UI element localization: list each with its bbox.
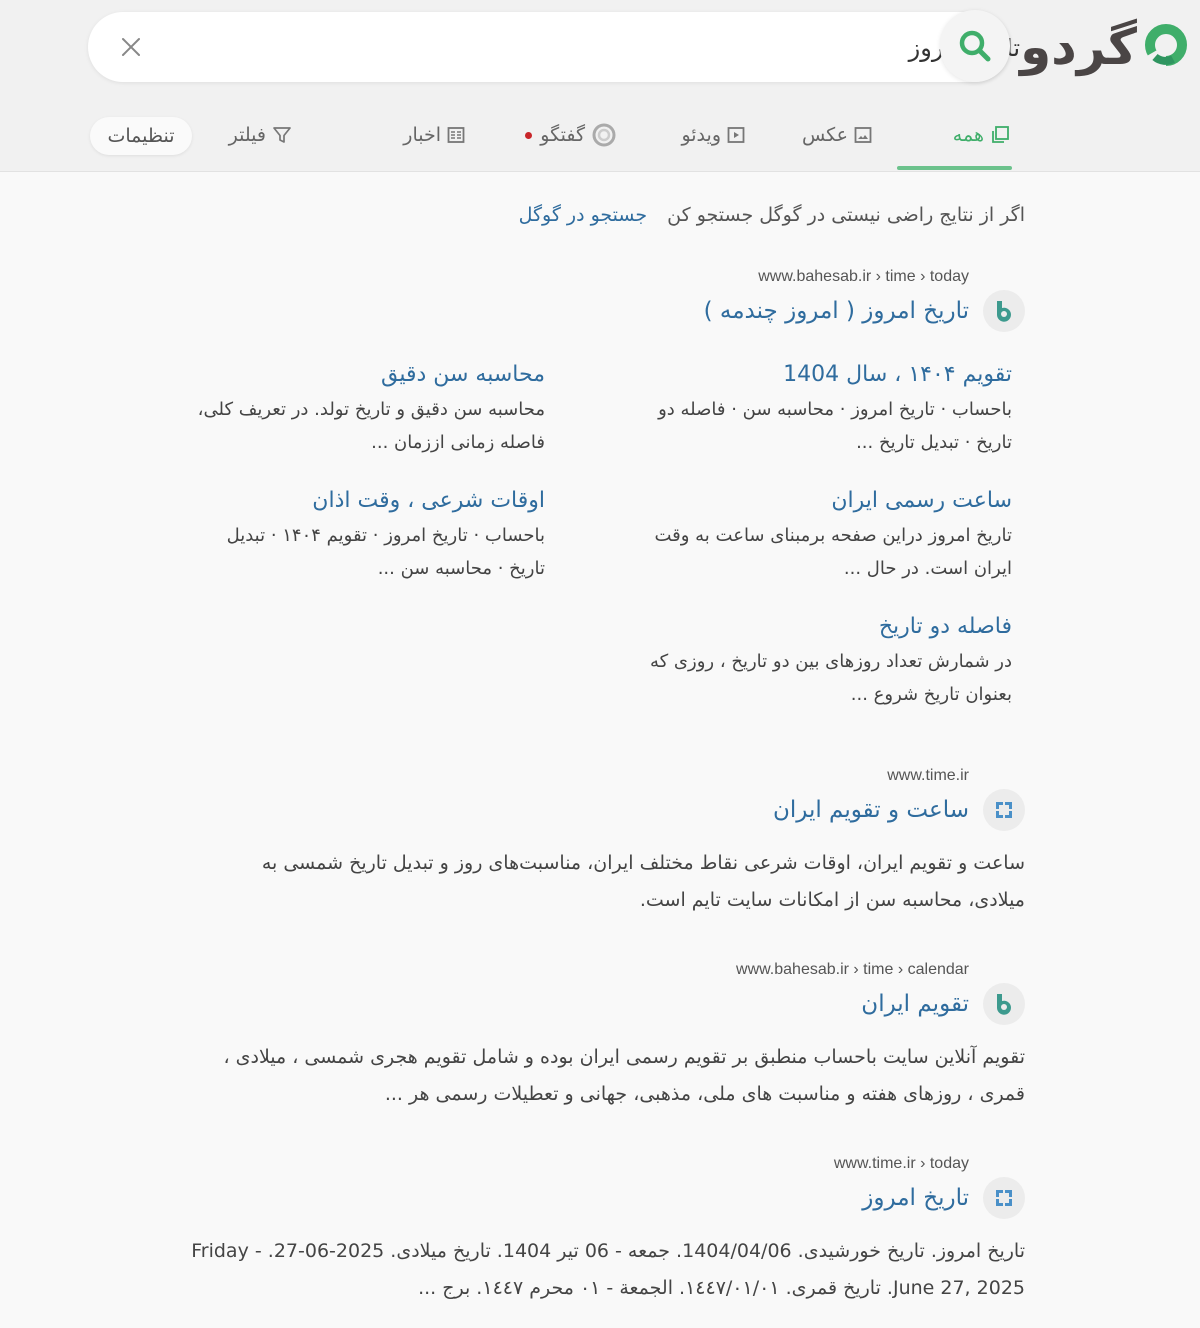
tab-label: گفتگو: [540, 124, 585, 146]
filter-icon: [272, 125, 292, 145]
header: [0, 0, 1200, 172]
sitelink-desc: باحساب · تاریخ امروز · محاسبه سن · فاصله دو تاریخ · تبدیل تاریخ ...: [658, 399, 1012, 453]
search-result: [100, 268, 1025, 720]
result-url: www.time.ir › today: [833, 1155, 969, 1172]
result-url: www.time.ir: [887, 767, 969, 784]
search-button[interactable]: [940, 10, 1010, 82]
news-icon: [447, 126, 465, 144]
tab-label: عکس: [801, 124, 848, 146]
result-title[interactable]: تاریخ امروز: [862, 1185, 969, 1211]
close-icon: [120, 36, 142, 58]
tab-label: اخبار: [403, 124, 441, 146]
result-title[interactable]: تاریخ امروز ( امروز چندمه ): [703, 298, 969, 324]
search-box: [88, 12, 1010, 82]
result-snippet: تقویم آنلاین سایت باحساب منطبق بر تقویم رسمی ایران بوده و شامل تقویم هجری شمسی ، میلادی ، قمری ، روزهای هفته و مناسبت های ملی، مذهبی، جهانی و تعطیلات رسمی هر ...: [223, 1046, 1025, 1105]
tab-all[interactable]: [953, 118, 1010, 152]
clear-search-button[interactable]: [116, 32, 146, 62]
result-title[interactable]: ساعت و تقویم ایران: [772, 797, 969, 823]
tab-label: ویدئو: [681, 124, 721, 146]
logo[interactable]: [1020, 14, 1189, 80]
google-search-link[interactable]: جستجو در گوگل: [518, 204, 648, 226]
search-result: [100, 961, 1025, 1113]
image-icon: [854, 126, 872, 144]
bahesab-icon: [983, 983, 1025, 1025]
time-ir-icon: [983, 789, 1025, 831]
sitelink-title[interactable]: تقویم ۱۴۰۴ ، سال 1404: [783, 362, 1012, 387]
result-url: www.bahesab.ir › time › today: [758, 268, 969, 285]
logo-text: گردو: [1020, 18, 1137, 76]
logo-mark-icon: [1143, 22, 1189, 72]
search-result: [100, 1155, 1025, 1307]
result-snippet: ساعت و تقویم ایران، اوقات شرعی نقاط مختلف ایران، مناسبت‌های روز و تبدیل تاریخ شمسی به میلادی، محاسبه سن از امکانات سایت تایم است.: [261, 852, 1025, 911]
chat-icon: [591, 122, 617, 148]
sitelink-desc: باحساب · تاریخ امروز · تقویم ۱۴۰۴ · تبدیل تاریخ · محاسبه سن ...: [226, 525, 545, 579]
sitelink-title[interactable]: ساعت رسمی ایران: [831, 488, 1012, 513]
sitelink: [582, 360, 1012, 459]
search-icon: [957, 28, 993, 64]
copy-icon: [990, 125, 1010, 145]
filter-label: فیلتر: [228, 124, 266, 146]
settings-label: تنظیمات: [107, 125, 175, 147]
search-result: [100, 767, 1025, 919]
sitelink: [115, 360, 545, 459]
result-title[interactable]: تقویم ایران: [861, 991, 969, 1017]
tab-videos[interactable]: [681, 118, 745, 152]
settings-button[interactable]: [90, 117, 192, 155]
sitelink: [582, 486, 1012, 585]
bahesab-icon: [983, 290, 1025, 332]
sitelink-desc: در شمارش تعداد روزهای بین دو تاریخ ، روزی که بعنوان تاریخ شروع ...: [649, 651, 1012, 705]
sitelink: [115, 486, 545, 585]
sitelink-desc: محاسبه سن دقیق و تاریخ تولد. در تعریف کلی، فاصله زمانی اززمان ...: [197, 399, 545, 453]
sitelink-title[interactable]: اوقات شرعی ، وقت اذان: [312, 488, 545, 513]
filter-button[interactable]: [229, 118, 292, 152]
time-ir-icon: [983, 1177, 1025, 1219]
sitelink-desc: تاریخ امروز دراین صفحه برمبنای ساعت به وقت ایران است. در حال ...: [654, 525, 1012, 579]
tab-label: همه: [952, 124, 984, 146]
tab-images[interactable]: [802, 118, 872, 152]
tab-chat[interactable]: [525, 118, 617, 152]
video-icon: [727, 126, 745, 144]
result-url: www.bahesab.ir › time › calendar: [736, 961, 969, 978]
sitelink-title[interactable]: محاسبه سن دقیق: [380, 362, 545, 387]
google-hint-text: اگر از نتایج راضی نیستی در گوگل جستجو کن: [667, 204, 1025, 226]
result-snippet: تاریخ امروز. تاریخ خورشیدی. 1404/04/06. جمعه - 06 تیر 1404. تاریخ میلادی. 2025-06-27. - Friday June 27, 2025. تاریخ قمری. ١٤٤٧/٠١/٠١. الجمعة - ٠١ محرم ١٤٤٧. برج ...: [191, 1240, 1025, 1299]
tab-news[interactable]: [403, 118, 465, 152]
search-input[interactable]: [258, 30, 1020, 66]
tab-bar: [0, 106, 1200, 172]
sitelink: [582, 612, 1012, 711]
notification-dot: [525, 132, 532, 139]
google-hint: [519, 204, 1025, 226]
active-tab-indicator: [897, 166, 1012, 170]
sitelink-title[interactable]: فاصله دو تاریخ: [878, 614, 1012, 639]
